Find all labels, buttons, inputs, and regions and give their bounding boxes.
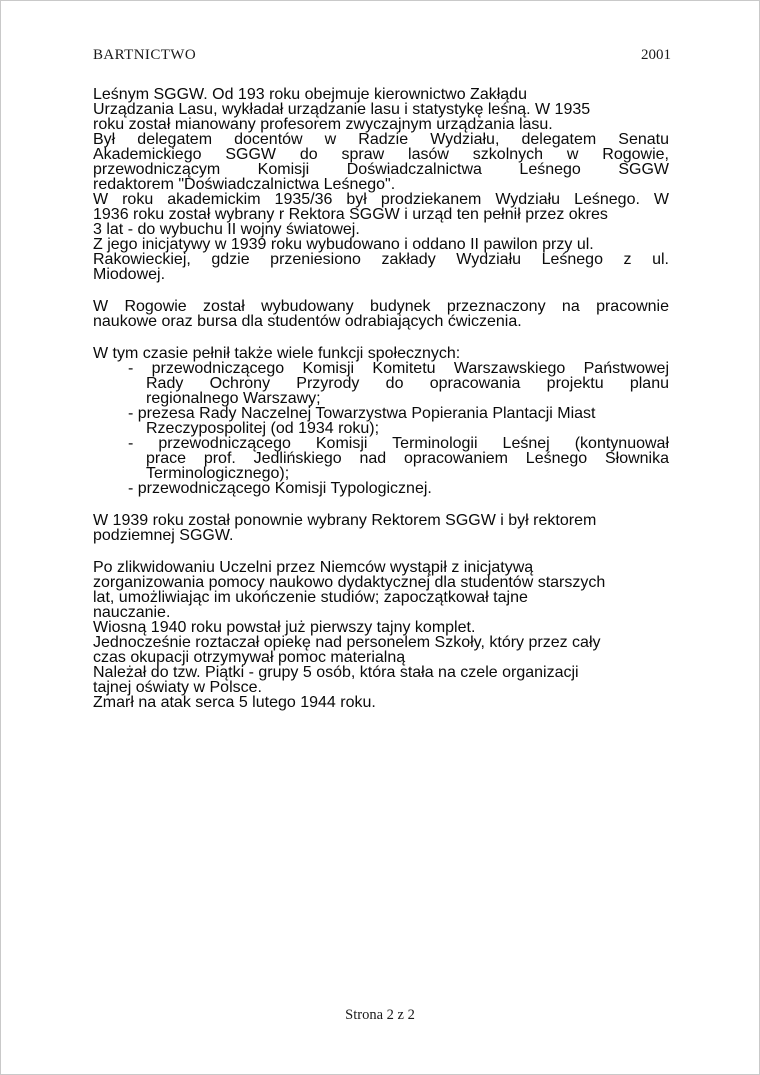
- running-header-title: BARTNICTWO: [93, 47, 197, 63]
- list-item-continuation-line: regionalnego Warszawy;: [146, 390, 321, 407]
- list-item-line: - przewodniczącego Komisji Terminologii Leśnej (kontynuował: [128, 435, 669, 452]
- text-line: roku został mianowany profesorem zwyczajnym urządzania lasu.: [93, 116, 553, 133]
- text-line: czas okupacji otrzymywał pomoc materialną: [93, 649, 406, 666]
- running-header: [93, 47, 671, 63]
- text-line: Miodowej.: [93, 266, 166, 283]
- text-line: Zmarł na atak serca 5 lutego 1944 roku.: [93, 694, 376, 711]
- text-line: podziemnej SGGW.: [93, 527, 234, 544]
- text-line: Jednocześnie roztaczał opiekę nad personelem Szkoły, który przez cały: [93, 634, 601, 651]
- text-line: naukowe oraz bursa dla studentów odrabiających ćwiczenia.: [93, 313, 522, 330]
- list-item-line: - przewodniczącego Komisji Typologicznej.: [128, 480, 432, 497]
- text-line: Z jego inicjatywy w 1939 roku wybudowano i oddano II pawilon przy ul.: [93, 236, 594, 253]
- text-line: 3 lat - do wybuchu II wojny światowej.: [93, 221, 360, 238]
- text-line: tajnej oświaty w Polsce.: [93, 679, 262, 696]
- list-item-continuation-line: Rzeczypospolitej (od 1934 roku);: [146, 420, 380, 437]
- text-line: Akademickiego SGGW do spraw lasów szkolnych w Rogowie,: [93, 146, 669, 163]
- text-line: nauczanie.: [93, 604, 171, 621]
- page-number: Strona 2 z 2: [345, 1007, 415, 1023]
- text-line: W 1939 roku został ponownie wybrany Rektorem SGGW i był rektorem: [93, 512, 597, 529]
- text-line: redaktorem "Doświadczalnictwa Leśnego".: [93, 176, 396, 193]
- block-career: [93, 87, 669, 282]
- list-item-continuation-line: Terminologicznego);: [146, 465, 290, 482]
- text-line: 1936 roku został wybrany r Rektora SGGW i urząd ten pełnił przez okres: [93, 206, 608, 223]
- list-item-line: - prezesa Rady Naczelnej Towarzystwa Popierania Plantacji Miast: [128, 405, 596, 422]
- text-line: W roku akademickim 1935/36 był prodziekanem Wydziału Leśnego. W: [93, 191, 669, 208]
- text-line: Wiosną 1940 roku powstał już pierwszy tajny komplet.: [93, 619, 476, 636]
- text-line: Należał do tzw. Piątki - grupy 5 osób, która stała na czele organizacji: [93, 664, 579, 681]
- block-rogow: [93, 299, 669, 329]
- block-occupation: [93, 560, 669, 710]
- text-line: przewodniczącym Komisji Doświadczalnictwa Leśnego SGGW: [93, 161, 669, 178]
- text-line: Leśnym SGGW. Od 193 roku obejmuje kierownictwo Zakłądu: [93, 86, 527, 103]
- text-line: lat, umożliwiając im ukończenie studiów; zapoczątkował tajne: [93, 589, 528, 606]
- running-header-year: 2001: [641, 47, 671, 63]
- text-line: Po zlikwidowaniu Uczelni przez Niemców wystąpił z inicjatywą: [93, 559, 534, 576]
- text-line: W tym czasie pełnił także wiele funkcji społecznych:: [93, 345, 461, 362]
- block-rector-1939: [93, 513, 669, 543]
- list-item-continuation-line: Rady Ochrony Przyrody do opracowania projektu planu: [146, 375, 669, 392]
- text-line: Urządzania Lasu, wykładał urządzanie lasu i statystykę leśną. W 1935: [93, 101, 591, 118]
- text-line: zorganizowania pomocy naukowo dydaktycznej dla studentów starszych: [93, 574, 606, 591]
- document-body: [93, 87, 669, 710]
- text-line: W Rogowie został wybudowany budynek przeznaczony na pracownie: [93, 298, 669, 315]
- text-line: Rakowieckiej, gdzie przeniesiono zakłady Wydziału Leśnego z ul.: [93, 251, 669, 268]
- block-functions-list: [93, 346, 669, 496]
- list-item-continuation-line: prace prof. Jedlińskiego nad opracowaniem Leśnego Słownika: [146, 450, 669, 467]
- list-item-line: - przewodniczącego Komisji Komitetu Warszawskiego Państwowej: [128, 360, 669, 377]
- text-line: Był delegatem docentów w Radzie Wydziału, delegatem Senatu: [93, 131, 669, 148]
